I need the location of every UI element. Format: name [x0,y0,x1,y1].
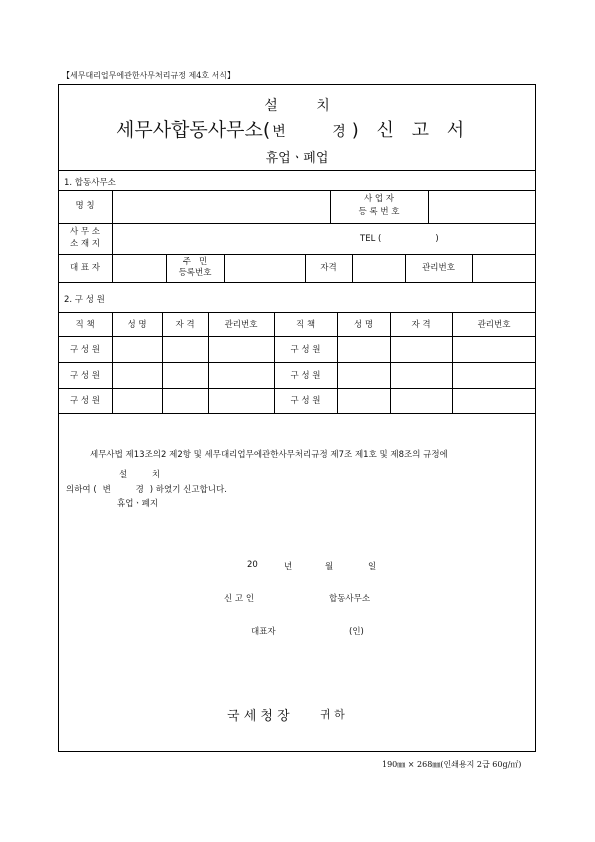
form-title-tail: ) 신 고 서 [351,120,465,141]
declaration-line-2 [66,483,227,495]
date-month-label[interactable]: 월 [325,562,334,572]
divider [58,388,536,389]
member-role-label: 구 성 원 [69,396,101,406]
col-header-qualification: 자 격 [411,320,431,330]
title-option-change: 변 경 [272,124,346,140]
declaration-option-install: 설 치 [119,470,161,480]
date-year-label[interactable]: 년 [284,562,293,572]
reporter-rep-label: 대표자 [251,627,276,637]
col-header-name: 성 명 [353,320,374,330]
addressee-name: 국 세 청 장 [227,709,290,724]
divider [58,312,536,313]
col-header-position: 직 책 [75,320,95,330]
form-frame [58,84,536,752]
divider [58,170,536,171]
declaration-pre: 의하여 ( [66,485,97,495]
divider [58,336,536,337]
form-number-note: 【세무대리업무에관한사무처리규정 제4호 서식】 [62,71,236,80]
member-role-label: 구 성 원 [69,371,101,381]
mgmt-no-field[interactable] [473,255,535,281]
section2-heading: 2. 구 성 원 [64,295,105,305]
tel-field[interactable]: TEL ( ) [360,234,439,244]
divider [58,413,536,414]
title-option-suspend: 휴업ㆍ폐업 [265,151,329,166]
resident-number-field[interactable] [225,255,304,281]
section1-heading: 1. 합동사무소 [64,178,116,188]
form-title-main: 세무사합동사무소( [116,119,271,141]
address-label-1: 사 무 소 [69,227,101,237]
office-name-field[interactable] [113,191,329,222]
form-title [116,115,464,142]
date-year-prefix: 20 [247,560,258,570]
divider [58,362,536,363]
col-header-name: 성 명 [127,320,147,330]
paper-size-note: 190㎜ × 268㎜(인쇄용지 2급 60g/㎡) [382,760,522,769]
col-header-mgmt-no: 관리번호 [224,320,258,330]
biz-reg-number-field[interactable] [429,191,535,222]
col-header-qualification: 자 격 [175,320,195,330]
biz-reg-label-1: 사 업 자 [363,194,395,204]
member-role-label: 구 성 원 [69,345,101,355]
rep-name-field[interactable] [113,255,165,281]
rep-label: 대 표 자 [69,263,101,273]
resident-label-1: 주 민 [182,257,208,267]
date-day-label[interactable]: 일 [368,562,377,572]
declaration-option-change: 변 경 [102,485,144,495]
member-role-label: 구 성 원 [290,345,321,355]
addressee-suffix: 귀 하 [320,708,345,721]
member-role-label: 구 성 원 [290,371,321,381]
address-field[interactable] [113,224,353,253]
mgmt-no-label: 관리번호 [422,263,455,273]
biz-reg-label-2: 등 록 번 호 [358,207,400,217]
declaration-line-1: 세무사법 제13조의2 제2항 및 세무대리업무에관한사무처리규정 제7조 제1호 및 제8조의 규정에 [90,450,448,460]
declaration-option-suspend: 휴업ㆍ폐지 [117,499,159,509]
resident-label-2: 등록번호 [178,268,212,278]
member-role-label: 구 성 원 [290,396,321,406]
name-label: 명 칭 [75,201,95,211]
divider [58,282,536,283]
col-header-position: 직 책 [295,320,316,330]
qualification-label: 자격 [320,263,337,273]
col-header-mgmt-no: 관리번호 [477,320,511,330]
reporter-office-label[interactable]: 합동사무소 [329,594,371,604]
address-label-2: 소 재 지 [69,239,101,249]
title-option-install: 설 치 [264,98,330,114]
declaration-post: ) 하였기 신고합니다. [149,485,227,495]
qualification-field[interactable] [353,255,404,281]
reporter-label: 신 고 인 [224,594,255,604]
seal-mark[interactable]: (인) [349,627,364,637]
